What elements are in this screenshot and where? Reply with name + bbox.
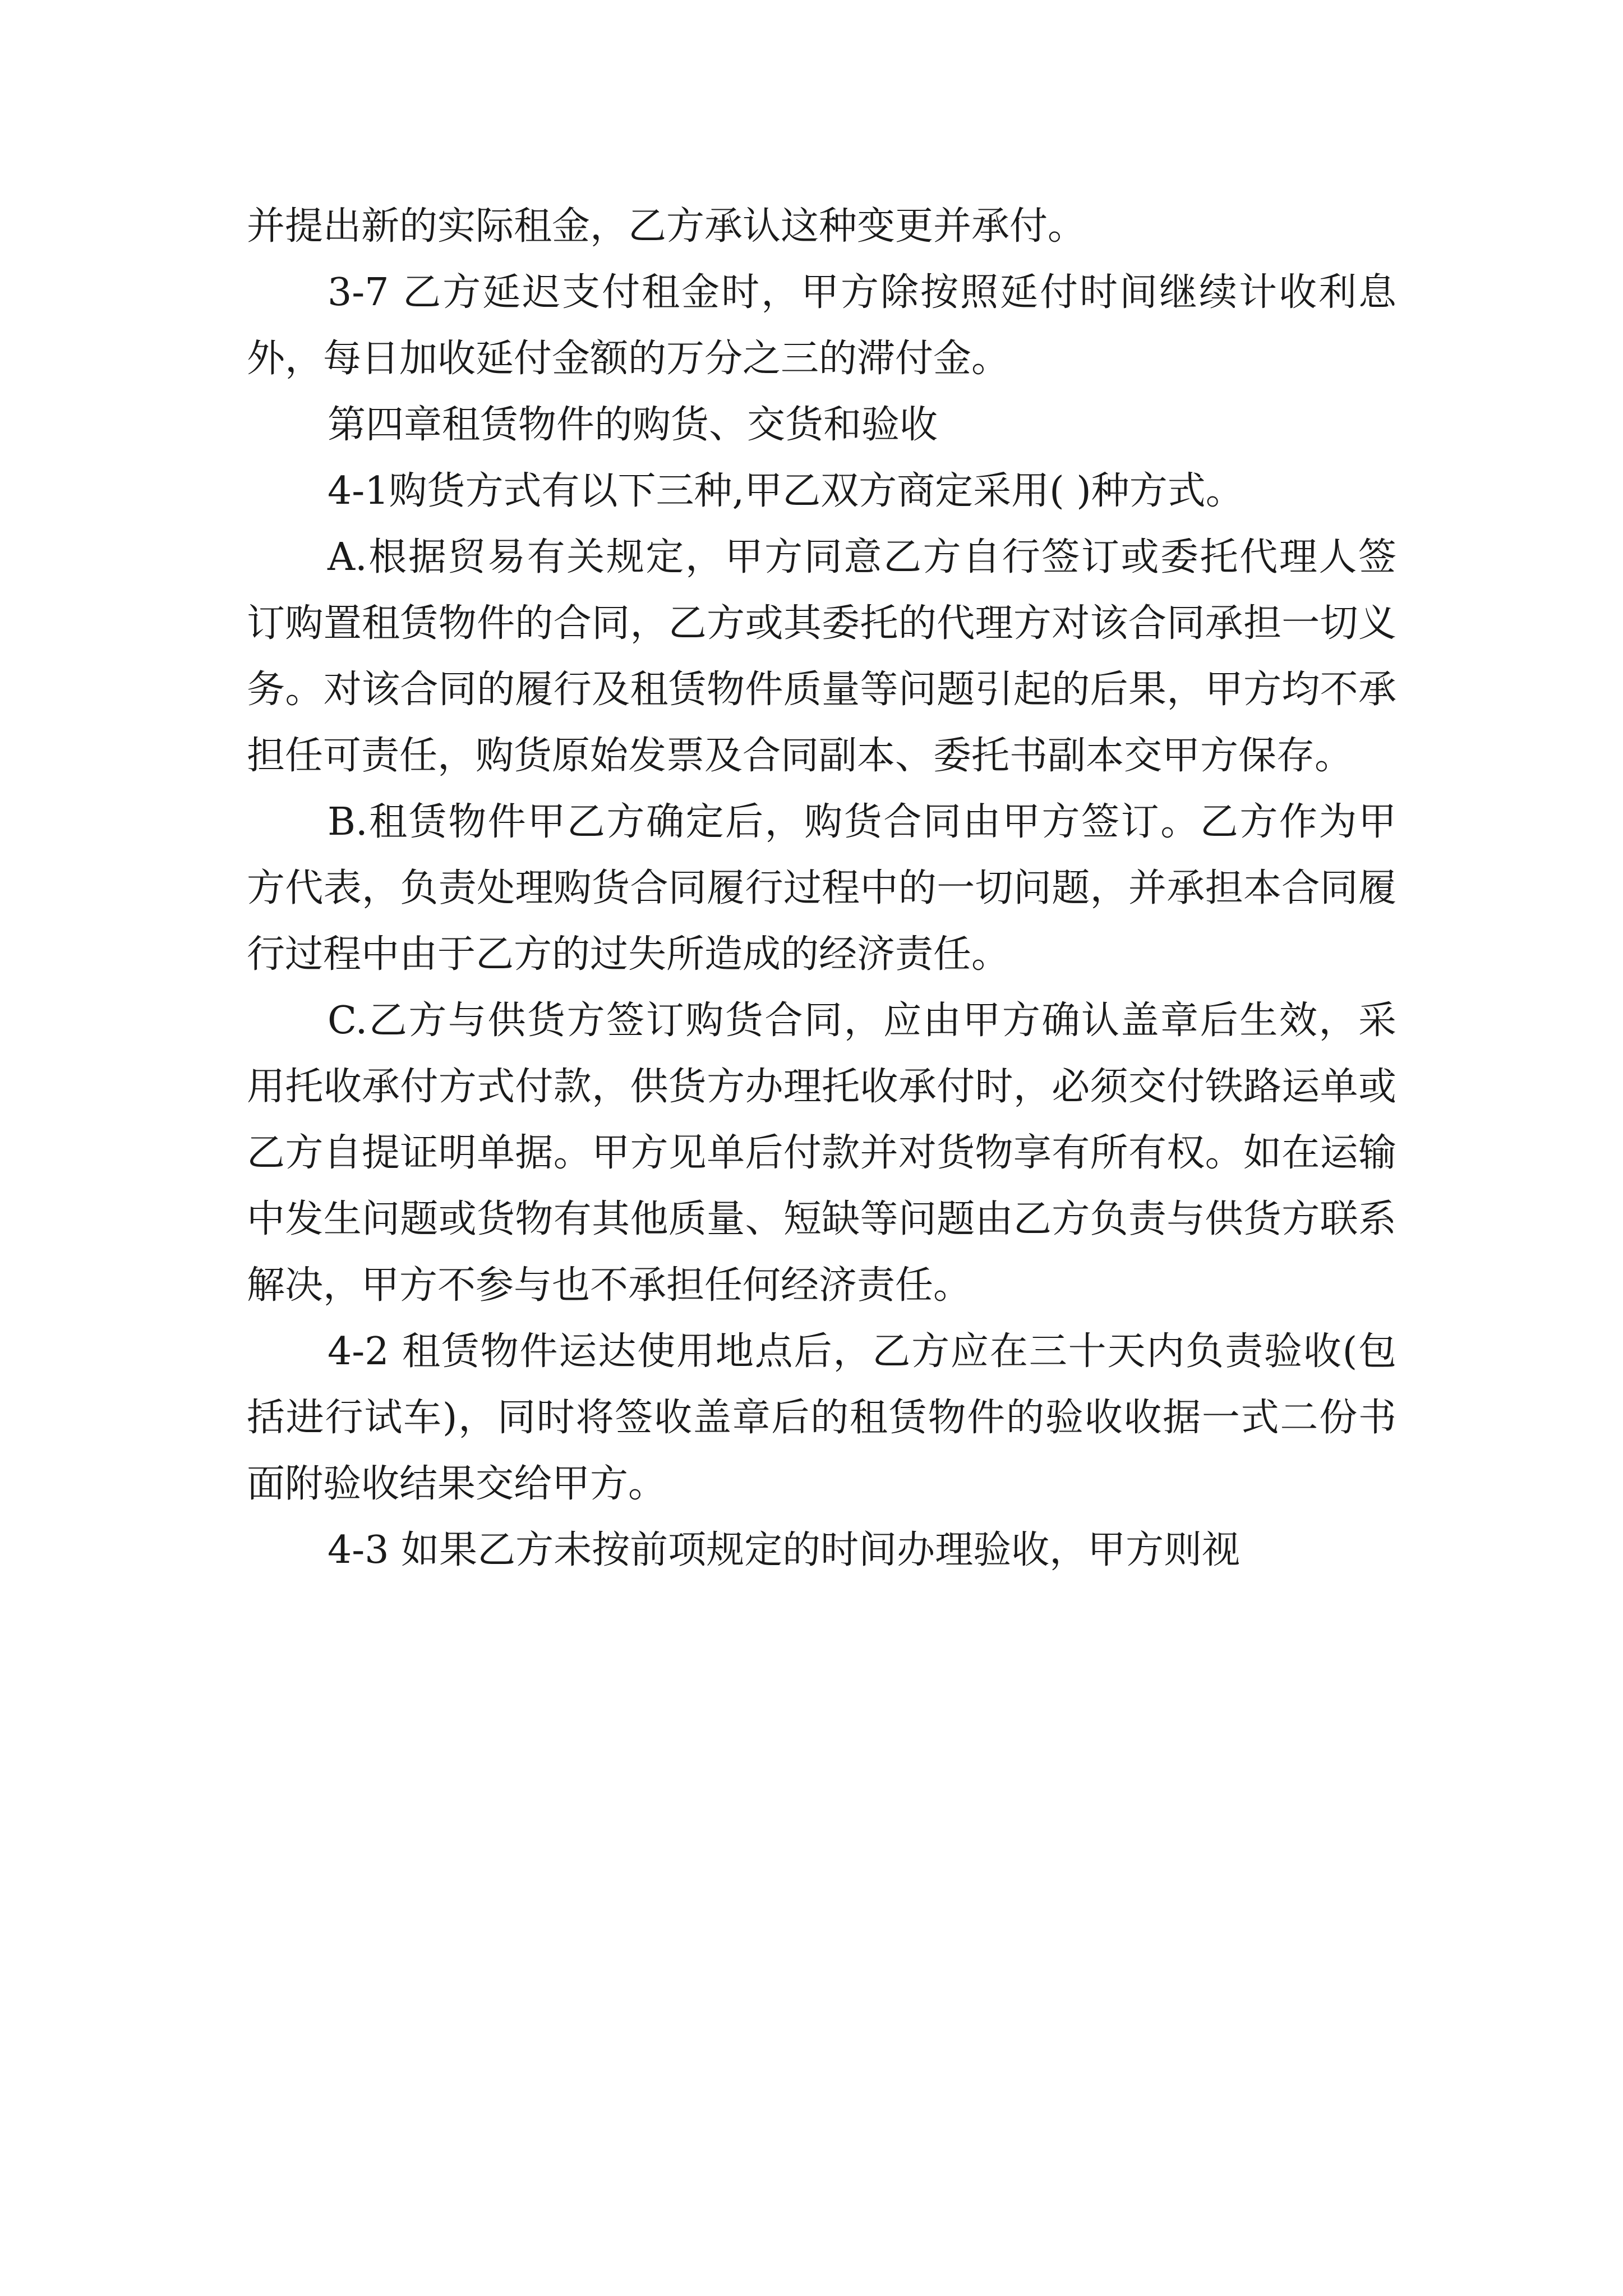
- paragraph-clause-3-7: 3-7 乙方延迟支付租金时，甲方除按照延付时间继续计收利息外，每日加收延付金额的万分之三的滞付金。: [247, 270, 1396, 381]
- paragraph-continuation: 并提出新的实际租金，乙方承认这种变更并承付。: [247, 204, 1086, 249]
- paragraph-option-a: A.根据贸易有关规定，甲方同意乙方自行签订或委托代理人签订购置租赁物件的合同，乙方或其委托的代理方对该合同承担一切义务。对该合同的履行及租赁物件质量等问题引起的后果，甲方均不承担任可责任，购货原始发票及合同副本、委托书副本交甲方保存。: [247, 535, 1396, 778]
- chapter-heading: 第四章租赁物件的购货、交货和验收: [328, 403, 938, 447]
- document-page: [247, 194, 1396, 1584]
- paragraph-option-c: C.乙方与供货方签订购货合同，应由甲方确认盖章后生效，采用托收承付方式付款，供货方办理托收承付时，必须交付铁路运单或乙方自提证明单据。甲方见单后付款并对货物享有所有权。如在运输中发生问题或货物有其他质量、短缺等问题由乙方负责与供货方联系解决，甲方不参与也不承担任何经济责任。: [247, 999, 1396, 1308]
- paragraph-clause-4-3: 4-3 如果乙方未按前项规定的时间办理验收，甲方则视: [328, 1528, 1241, 1572]
- paragraph-option-b: B.租赁物件甲乙方确定后，购货合同由甲方签订。乙方作为甲方代表，负责处理购货合同履行过程中的一切问题，并承担本合同履行过程中由于乙方的过失所造成的经济责任。: [247, 800, 1396, 977]
- paragraph-clause-4-1: 4-1购货方式有以下三种,甲乙双方商定采用( )种方式。: [328, 469, 1244, 513]
- paragraph-clause-4-2: 4-2 租赁物件运达使用地点后，乙方应在三十天内负责验收(包括进行试车)，同时将签收盖章后的租赁物件的验收收据一式二份书面附验收结果交给甲方。: [247, 1329, 1396, 1506]
